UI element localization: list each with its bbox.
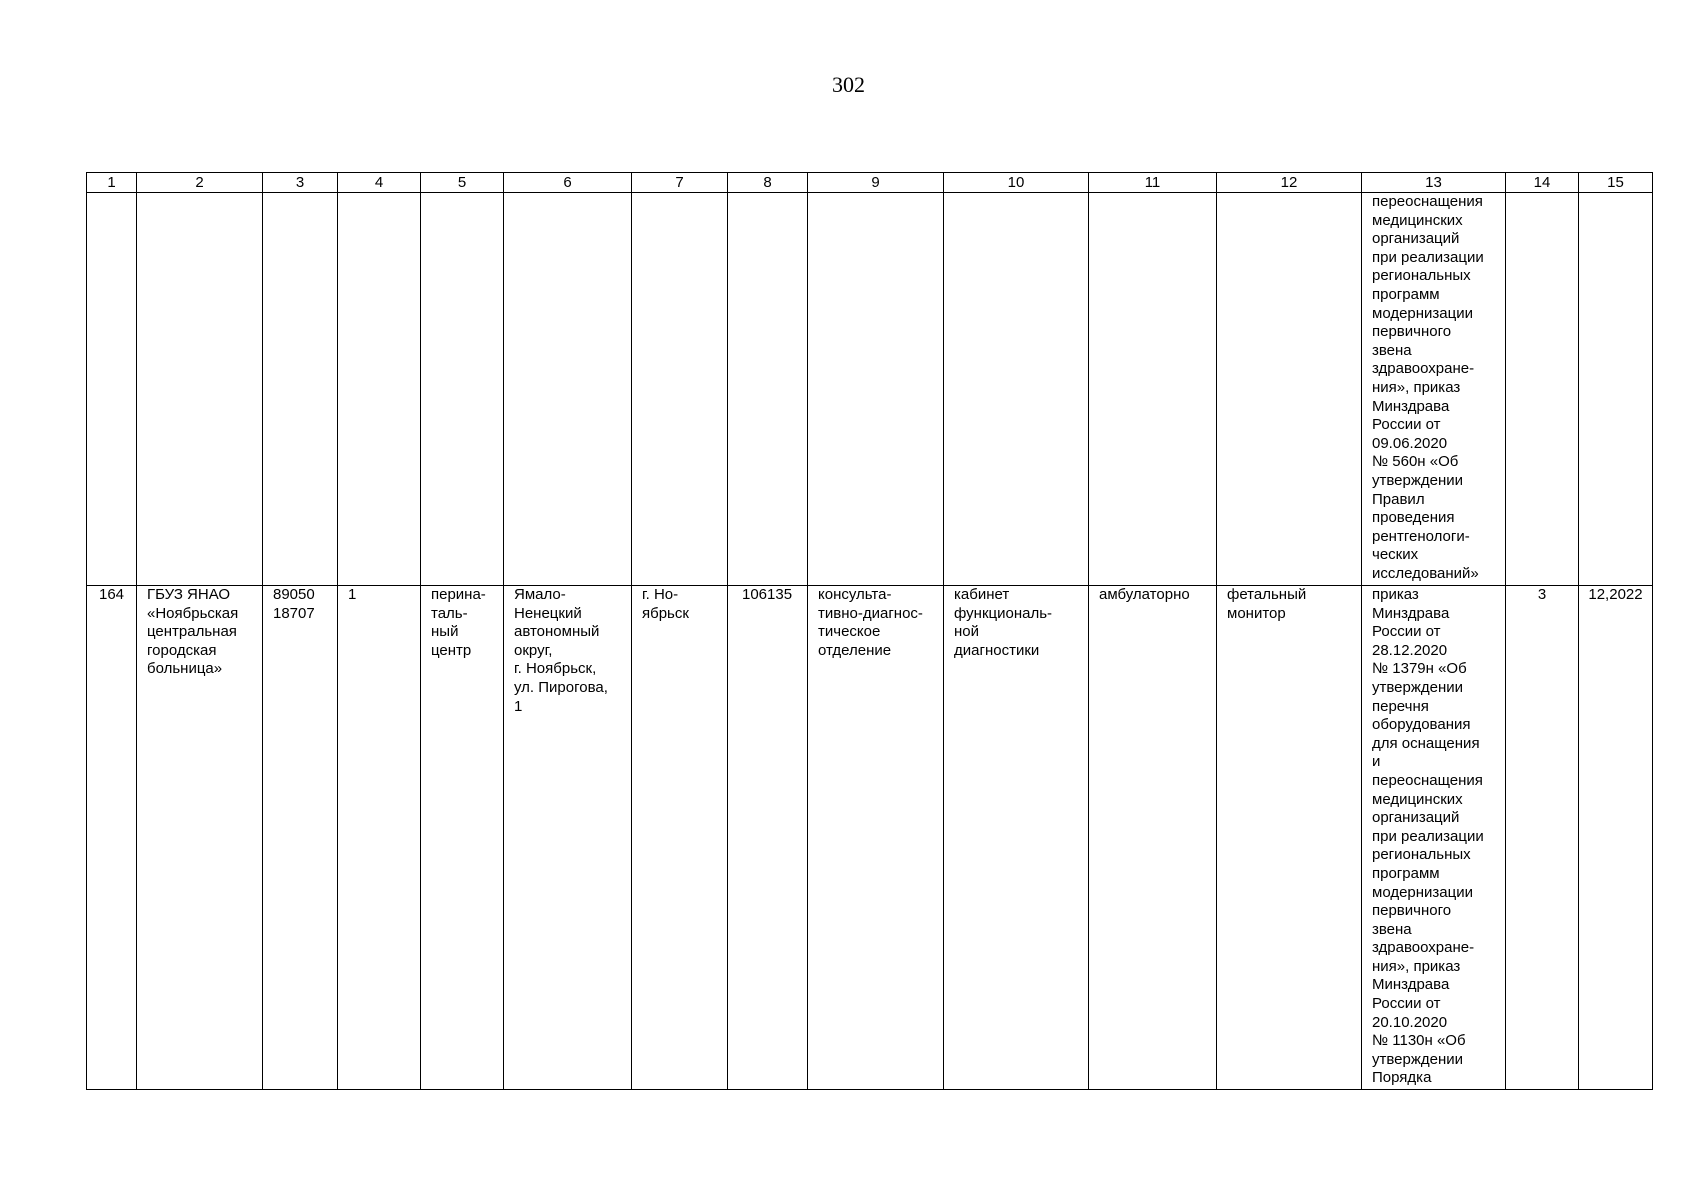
column-header: 5 (421, 173, 504, 193)
table-cell (944, 193, 1089, 586)
table-cell (338, 193, 421, 586)
table-cell (632, 193, 728, 586)
settlement-cell: г. Но- ябрьск (632, 586, 728, 1090)
table-cell (1217, 193, 1362, 586)
column-header: 11 (1089, 173, 1217, 193)
quantity-cell: 3 (1506, 586, 1579, 1090)
legal-basis-cell: переоснащения медицинских организаций при реализации региональных программ модернизации первичного звена здравоохране- ния», приказ Минздрава России от 09.06.2020 № 560н «Об утверждении Правил проведения рентгенологи- ческих исследований» (1362, 193, 1506, 586)
column-header: 13 (1362, 173, 1506, 193)
table-cell (1579, 193, 1653, 586)
row-number-cell: 164 (87, 586, 137, 1090)
room-cell: кабинет функциональ- ной диагностики (944, 586, 1089, 1090)
column-header: 3 (263, 173, 338, 193)
care-condition-cell: амбулаторно (1089, 586, 1217, 1090)
column-header: 9 (808, 173, 944, 193)
column-header: 12 (1217, 173, 1362, 193)
address-cell: Ямало- Ненецкий автономный округ, г. Ноябрьск, ул. Пирогова, 1 (504, 586, 632, 1090)
table-header-row (87, 173, 1653, 193)
column-header: 10 (944, 173, 1089, 193)
column-header: 8 (728, 173, 808, 193)
date-cell: 12,2022 (1579, 586, 1653, 1090)
table-cell (1089, 193, 1217, 586)
equipment-table (86, 172, 1653, 1090)
column-header: 7 (632, 173, 728, 193)
oid-cell: 89050 18707 (263, 586, 338, 1090)
column-header: 15 (1579, 173, 1653, 193)
table-row-continuation (87, 193, 1653, 586)
equipment-cell: фетальный монитор (1217, 586, 1362, 1090)
table-cell (87, 193, 137, 586)
code-cell: 106135 (728, 586, 808, 1090)
organization-name-cell: ГБУЗ ЯНАО «Ноябрьская центральная городская больница» (137, 586, 263, 1090)
column-header: 1 (87, 173, 137, 193)
table-cell (504, 193, 632, 586)
page-number: 302 (832, 72, 865, 97)
table-cell (137, 193, 263, 586)
table-cell (421, 193, 504, 586)
table-cell (1506, 193, 1579, 586)
column-header: 14 (1506, 173, 1579, 193)
legal-basis-cell: приказ Минздрава России от 28.12.2020 № 1379н «Об утверждении перечня оборудования для оснащения и переоснащения медицинских организаций при реализации региональных программ модернизации первичного звена здравоохране- ния», приказ Минздрава России от 20.10.2020 № 1130н «Об утверждении Порядка (1362, 586, 1506, 1090)
organization-type-cell: перина- таль- ный центр (421, 586, 504, 1090)
level-cell: 1 (338, 586, 421, 1090)
table-cell (808, 193, 944, 586)
table-cell (263, 193, 338, 586)
column-header: 6 (504, 173, 632, 193)
table-cell (728, 193, 808, 586)
column-header: 2 (137, 173, 263, 193)
department-cell: консульта- тивно-диагнос- тическое отделение (808, 586, 944, 1090)
column-header: 4 (338, 173, 421, 193)
table-row (87, 586, 1653, 1090)
